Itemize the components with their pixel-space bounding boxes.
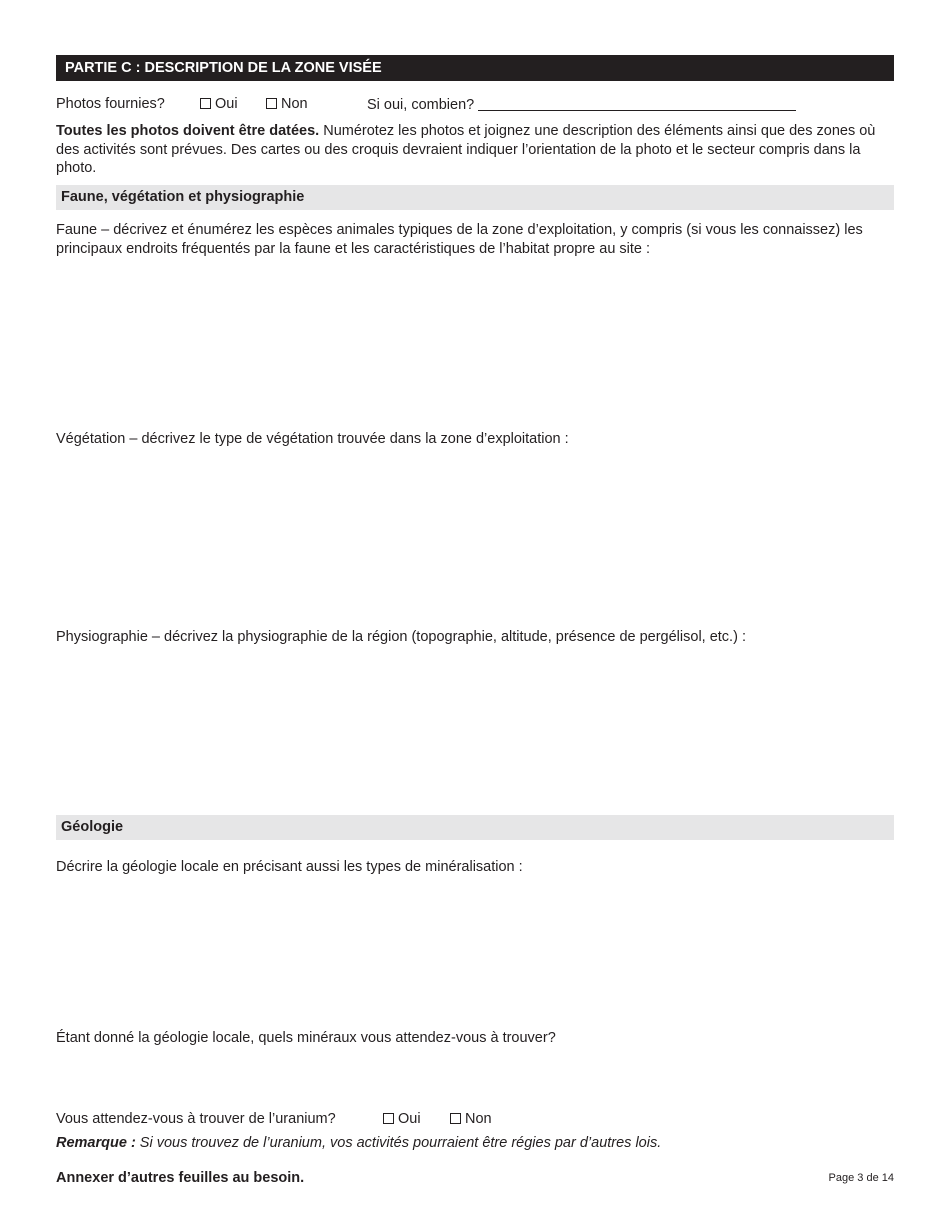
uranium-yes-label: Oui [398, 1111, 421, 1127]
faune-section-heading: Faune, végétation et physiographie [56, 185, 894, 210]
physiographie-answer-area[interactable] [56, 650, 894, 810]
vegetation-prompt: Végétation – décrivez le type de végétation trouvée dans la zone d’exploitation : [56, 431, 569, 447]
remark-label: Remarque : [56, 1135, 136, 1151]
photos-yes-label: Oui [215, 96, 238, 112]
faune-answer-area[interactable] [56, 262, 894, 422]
uranium-yes-option[interactable] [383, 1111, 421, 1127]
uranium-no-label: Non [465, 1111, 492, 1127]
uranium-label: Vous attendez-vous à trouver de l’uranium? [56, 1111, 336, 1127]
faune-prompt: Faune – décrivez et énumérez les espèces animales typiques de la zone d’exploitation, y compris (si vous les connaissez) les principaux endroits fréquentés par la faune et les caractéristiques de l’habitat propre au site : [56, 222, 863, 257]
photos-note [56, 122, 894, 178]
uranium-no-checkbox[interactable] [450, 1113, 461, 1124]
geologie-section-heading: Géologie [56, 815, 894, 840]
minerals-answer-area[interactable] [56, 1050, 894, 1105]
photos-yes-option[interactable] [200, 96, 238, 112]
photos-no-checkbox[interactable] [266, 98, 277, 109]
geologie-prompt: Décrire la géologie locale en précisant aussi les types de minéralisation : [56, 859, 523, 875]
photos-yes-checkbox[interactable] [200, 98, 211, 109]
page-number: Page 3 de 14 [828, 1172, 894, 1184]
photos-row [56, 96, 165, 112]
photos-no-label: Non [281, 96, 308, 112]
photos-count-label: Si oui, combien? [367, 97, 475, 113]
remark-text: Si vous trouvez de l’uranium, vos activités pourraient être régies par d’autres lois. [135, 1135, 662, 1151]
vegetation-answer-area[interactable] [56, 452, 894, 622]
uranium-row [56, 1111, 336, 1127]
photos-count-field [367, 96, 796, 113]
photos-count-input[interactable] [478, 96, 796, 111]
photos-note-bold: Toutes les photos doivent être datées. [56, 123, 320, 139]
minerals-prompt: Étant donné la géologie locale, quels minéraux vous attendez-vous à trouver? [56, 1030, 556, 1046]
uranium-remark [56, 1134, 894, 1153]
physiographie-prompt: Physiographie – décrivez la physiographie de la région (topographie, altitude, présence de pergélisol, etc.) : [56, 629, 746, 645]
annex-note: Annexer d’autres feuilles au besoin. [56, 1170, 305, 1186]
uranium-yes-checkbox[interactable] [383, 1113, 394, 1124]
part-c-title: PARTIE C : DESCRIPTION DE LA ZONE VISÉE [56, 55, 894, 81]
photos-no-option[interactable] [266, 96, 308, 112]
uranium-no-option[interactable] [450, 1111, 492, 1127]
geologie-answer-area[interactable] [56, 880, 894, 1020]
photos-note-text: Numérotez les photos et joignez une description des éléments ainsi que des zones où des activités sont prévues. Des cartes ou des croquis devraient indiquer l’orientation de la photo et le secteur compris dans la photo. [56, 123, 876, 176]
photos-label: Photos fournies? [56, 96, 165, 112]
